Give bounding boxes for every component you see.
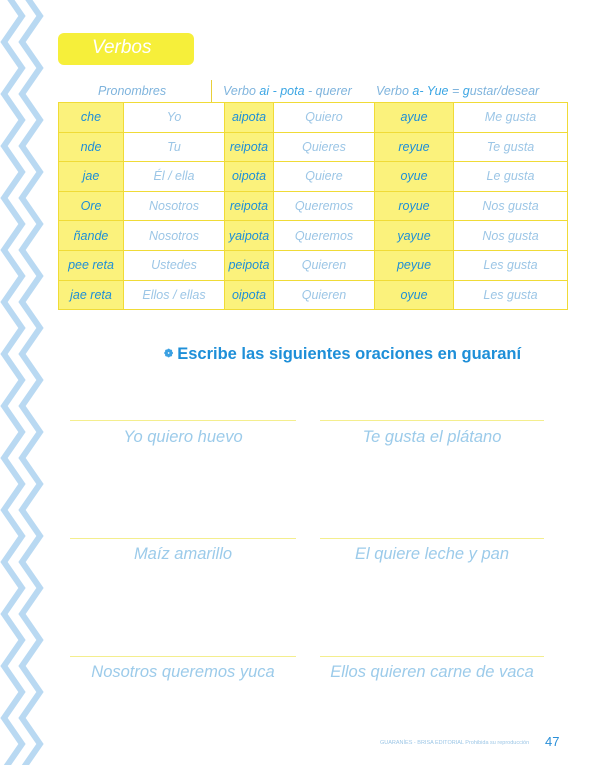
zigzag-line	[4, 0, 22, 765]
verb-querer-spanish-cell: Quiero	[274, 103, 375, 133]
writing-line	[70, 538, 296, 539]
header-pronouns: Pronombres	[98, 84, 167, 98]
writing-line	[320, 656, 544, 657]
verb-querer-spanish-cell: Quieres	[274, 132, 375, 162]
table-row	[59, 103, 568, 133]
verb-querer-spanish-cell: Quiere	[274, 162, 375, 192]
verb-gustar-spanish-cell: Nos gusta	[454, 221, 568, 251]
header-verb1-prefix: Verbo	[223, 84, 260, 98]
table-column-headers	[58, 84, 561, 100]
header-verb2-meaning: ustar/desear	[469, 84, 540, 98]
verb-querer-spanish-cell: Quieren	[274, 250, 375, 280]
verb-querer-guarani-cell: oipota	[225, 280, 274, 310]
header-verb1-guarani: ai - pota	[259, 84, 305, 98]
table-row	[59, 191, 568, 221]
exercise-instruction	[164, 345, 521, 364]
sentence-1: Yo quiero huevo	[123, 428, 243, 446]
pronoun-guarani-cell: jae	[59, 162, 124, 192]
writing-line	[70, 420, 296, 421]
pronoun-spanish-cell: Nosotros	[124, 221, 225, 251]
verb-querer-guarani-cell: yaipota	[225, 221, 274, 251]
verb-gustar-guarani-cell: oyue	[375, 162, 454, 192]
verb-querer-spanish-cell: Queremos	[274, 191, 375, 221]
table-row	[59, 162, 568, 192]
pronoun-guarani-cell: ñande	[59, 221, 124, 251]
header-verb2-prefix: Verbo	[376, 84, 413, 98]
sentence-2: Te gusta el plátano	[362, 428, 502, 446]
pronoun-guarani-cell: pee reta	[59, 250, 124, 280]
pronoun-spanish-cell: Nosotros	[124, 191, 225, 221]
table-row	[59, 132, 568, 162]
pronoun-spanish-cell: Ustedes	[124, 250, 225, 280]
verb-gustar-guarani-cell: reyue	[375, 132, 454, 162]
header-verb-querer	[223, 84, 352, 98]
verb-querer-guarani-cell: peipota	[225, 250, 274, 280]
header-verb2-guarani: a- Yue	[412, 84, 449, 98]
sentence-4: El quiere leche y pan	[354, 545, 510, 563]
instruction-text: Escribe las siguientes oraciones en guaraní	[177, 345, 522, 363]
verb-gustar-spanish-cell: Te gusta	[454, 132, 568, 162]
sentence-3: Maíz amarillo	[133, 545, 233, 563]
header-divider	[211, 80, 212, 102]
verb-querer-guarani-cell: reipota	[225, 132, 274, 162]
sentence-5: Nosotros queremos yuca	[91, 663, 275, 681]
verb-querer-guarani-cell: oipota	[225, 162, 274, 192]
verb-gustar-guarani-cell: peyue	[375, 250, 454, 280]
flower-bullet-icon: ❁	[164, 348, 174, 360]
pronoun-spanish-cell: Él / ella	[124, 162, 225, 192]
writing-line	[320, 420, 544, 421]
table-row	[59, 221, 568, 251]
footer-credit: GUARANÍES - BRISA EDITORIAL Prohibida su reproducción	[380, 740, 530, 746]
verb-querer-guarani-cell: reipota	[225, 191, 274, 221]
verb-gustar-guarani-cell: oyue	[375, 280, 454, 310]
pronoun-guarani-cell: jae reta	[59, 280, 124, 310]
header-verb1-meaning: - querer	[304, 84, 352, 98]
pronoun-guarani-cell: nde	[59, 132, 124, 162]
verb-querer-spanish-cell: Queremos	[274, 221, 375, 251]
writing-line	[320, 538, 544, 539]
verb-querer-guarani-cell: aipota	[225, 103, 274, 133]
pronoun-spanish-cell: Ellos / ellas	[124, 280, 225, 310]
verb-gustar-spanish-cell: Le gusta	[454, 162, 568, 192]
zigzag-line	[22, 0, 40, 765]
pronoun-spanish-cell: Tu	[124, 132, 225, 162]
verb-gustar-spanish-cell: Me gusta	[454, 103, 568, 133]
header-verb-gustar	[376, 84, 539, 98]
verbs-table	[58, 102, 568, 310]
header-verb2-eq: =	[448, 84, 463, 98]
verb-gustar-spanish-cell: Nos gusta	[454, 191, 568, 221]
verb-gustar-spanish-cell: Les gusta	[454, 280, 568, 310]
pronoun-spanish-cell: Yo	[124, 103, 225, 133]
page-number: 47	[545, 734, 560, 749]
verb-gustar-spanish-cell: Les gusta	[454, 250, 568, 280]
verb-gustar-guarani-cell: ayue	[375, 103, 454, 133]
pronoun-guarani-cell: Ore	[59, 191, 124, 221]
writing-line	[70, 656, 296, 657]
verb-gustar-guarani-cell: yayue	[375, 221, 454, 251]
table-row	[59, 250, 568, 280]
verb-querer-spanish-cell: Quieren	[274, 280, 375, 310]
verb-gustar-guarani-cell: royue	[375, 191, 454, 221]
header-verb2-g: g	[462, 84, 470, 98]
title-banner	[58, 33, 194, 65]
sentence-6: Ellos quieren carne de vaca	[330, 663, 534, 681]
table-row	[59, 280, 568, 310]
pronoun-guarani-cell: che	[59, 103, 124, 133]
page-title: Verbos	[92, 37, 152, 58]
zigzag-border	[0, 0, 46, 765]
